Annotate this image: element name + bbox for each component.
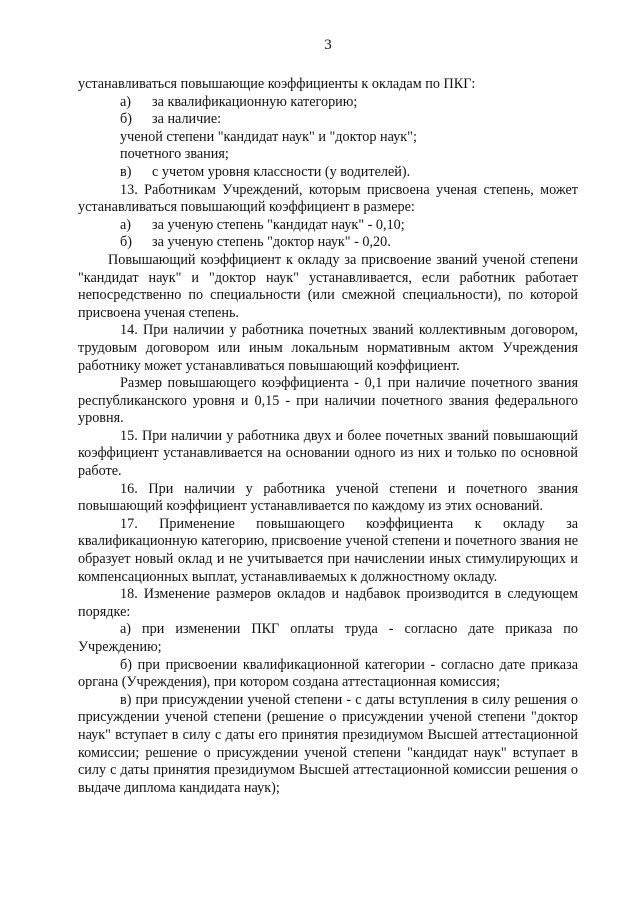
list-item-text: за ученую степень "доктор наук" - 0,20.	[152, 234, 391, 251]
paragraph-14: 14. При наличии у работника почетных званий коллективным договором, трудовым договором или иным локальным нормативным актом Учреждения работнику может устанавливаться повышающий коэффициент.	[78, 322, 578, 374]
list-item	[78, 94, 578, 112]
paragraph-18-c: в) при присуждении ученой степени - с даты вступления в силу решения о присуждении ученой степени (решение о присуждении ученой степени "доктор наук" вступает в силу с даты его принятия президиумом Высшей аттестационной комиссии; решение о присуждении ученой степени "кандидат наук" вступает в силу с даты принятия президиумом Высшей аттестационной комиссии решения о выдаче диплома кандидата наук);	[78, 691, 578, 796]
paragraph-16: 16. При наличии у работника ученой степени и почетного звания повышающий коэффициент устанавливается по каждому из этих оснований.	[78, 480, 578, 515]
page-number: 3	[324, 37, 332, 53]
paragraph-18-b: б) при присвоении квалификационной категории - согласно дате приказа органа (Учреждения), при котором создана аттестационная комиссия;	[78, 656, 578, 691]
document-page	[78, 36, 578, 797]
text-line: устанавливаться повышающие коэффициенты к окладам по ПКГ:	[78, 76, 476, 92]
paragraph-14-note: Размер повышающего коэффициента - 0,1 при наличие почетного звания республиканского уровня и 0,15 - при наличии почетного звания федерального уровня.	[78, 375, 578, 427]
list-marker: б)	[120, 234, 132, 251]
list-marker: в)	[120, 163, 132, 180]
paragraph-13: 13. Работникам Учреждений, которым присвоена ученая степень, может устанавливаться повышающий коэффициент в размере:	[78, 181, 578, 216]
list-item-text: за наличие:	[152, 111, 222, 128]
list-item-text: с учетом уровня классности (у водителей).	[152, 163, 411, 180]
list-marker: а)	[120, 216, 132, 233]
paragraph-13-note: Повышающий коэффициент к окладу за присвоение званий ученой степени "кандидат наук" и "доктор наук" устанавливается, если работник работает непосредственно по специальности (или смежной специальности), по которой присвоена ученая степень.	[78, 251, 578, 321]
list-item	[78, 234, 578, 252]
list-item-text: за квалификационную категорию;	[152, 93, 358, 110]
paragraph-15: 15. При наличии у работника двух и более почетных званий повышающий коэффициент устанавливается на основании одного из них и только по основной работе.	[78, 427, 578, 480]
text-line: почетного звания;	[120, 146, 229, 163]
list-item	[78, 164, 578, 182]
paragraph-18: 18. Изменение размеров окладов и надбавок производится в следующем порядке:	[78, 586, 578, 620]
paragraph-17: 17. Применение повышающего коэффициента к окладу за квалификационную категорию, присвоение ученой степени и почетного звания не образует новый оклад и не учитывается при начислении иных стимулирующих и компенсационных выплат, устанавливаемых к должностному окладу.	[78, 515, 578, 585]
paragraph-18-a: а) при изменении ПКГ оплаты труда - согласно дате приказа по Учреждению;	[78, 621, 578, 655]
text-line: ученой степени "кандидат наук" и "доктор наук";	[120, 128, 417, 145]
list-item	[78, 111, 578, 129]
list-item-text: за ученую степень "кандидат наук" - 0,10;	[152, 216, 405, 233]
list-marker: б)	[120, 111, 132, 128]
list-item	[78, 217, 578, 235]
list-marker: а)	[120, 93, 132, 110]
